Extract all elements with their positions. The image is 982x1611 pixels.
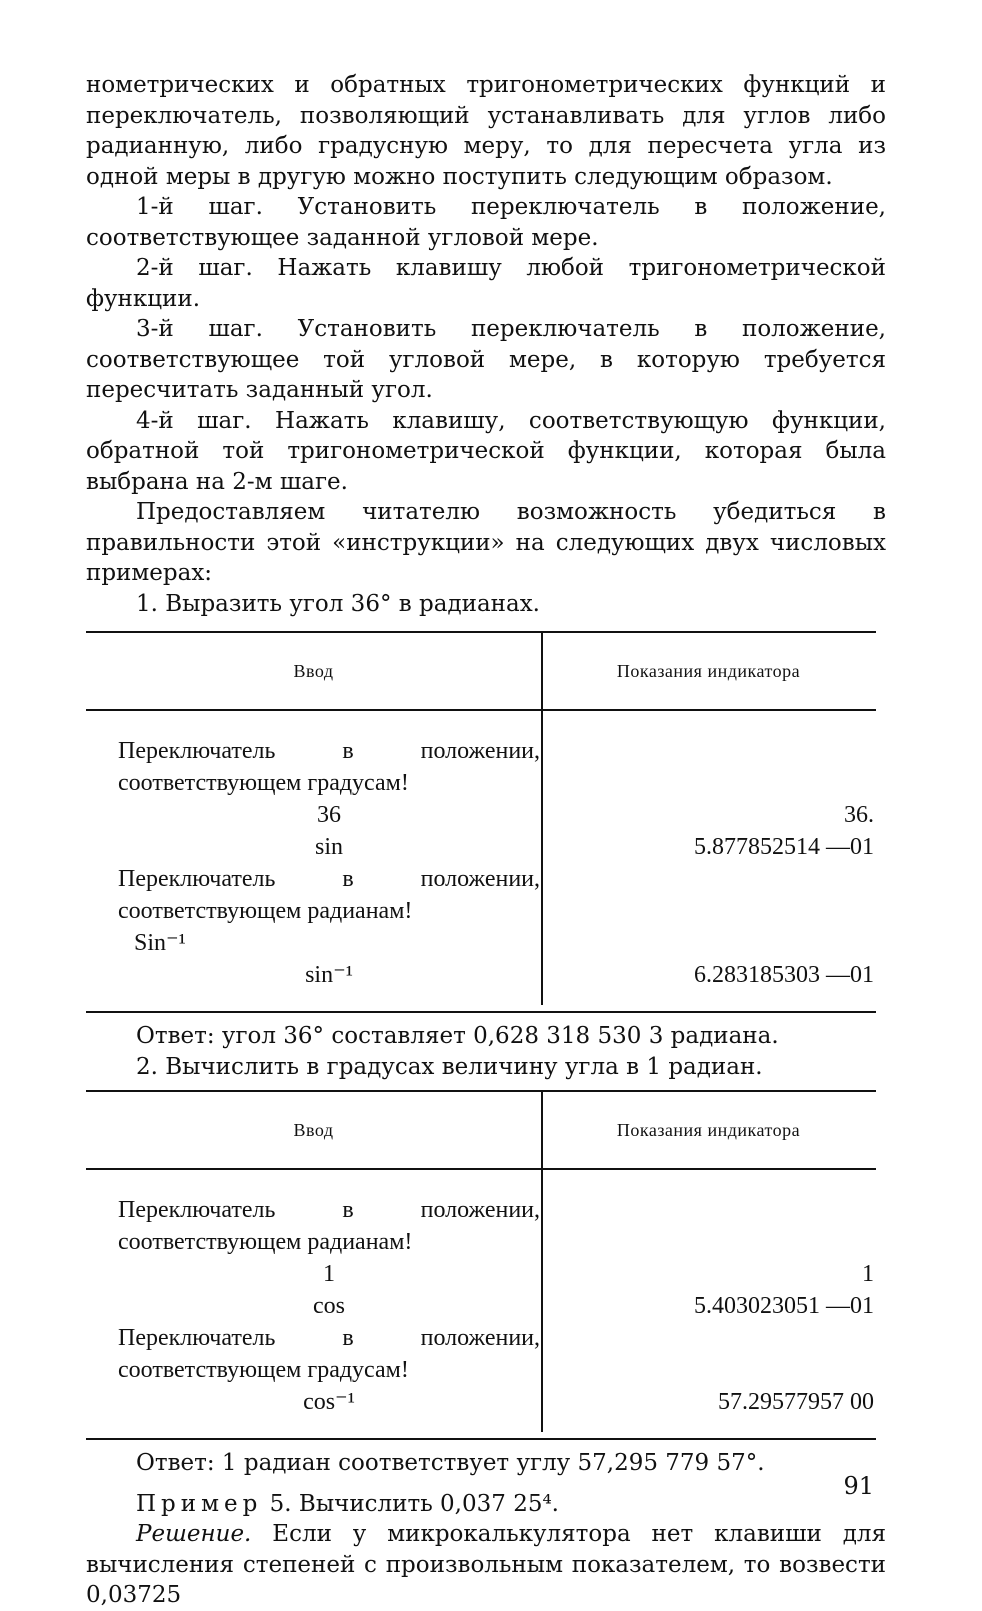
- display-cell: [540, 863, 874, 927]
- display-cell: [540, 735, 874, 799]
- display-cell: 6.283185303 —01: [694, 962, 874, 988]
- input-cell: Переключатель в положении, соответствующем радианам!: [118, 1197, 540, 1255]
- table-row: [86, 1194, 876, 1258]
- table-header: [86, 633, 876, 709]
- header-input: Ввод: [293, 660, 334, 681]
- table-row: [86, 1322, 876, 1386]
- table-header: [86, 1092, 876, 1168]
- solution: [86, 1519, 886, 1611]
- page-body: [86, 70, 886, 1611]
- table-row: [86, 1258, 876, 1290]
- display-cell: [540, 1194, 874, 1258]
- solution-label: Решение.: [136, 1521, 252, 1547]
- table-divider: [541, 1092, 543, 1432]
- example-5: [86, 1489, 886, 1520]
- table-row: [86, 1386, 876, 1418]
- example-label: Пример: [136, 1490, 263, 1517]
- table-2: [86, 1090, 876, 1440]
- input-cell: sin: [314, 834, 343, 860]
- step-4: 4-й шаг. Нажать клавишу, соответствующую функции, обратной той тригонометрической функции, которая была выбрана на 2-м шаге.: [86, 407, 886, 495]
- table-rule: [86, 1438, 876, 1440]
- solution-text: Если у микрокалькулятора нет клавиши для вычисления степеней с произвольным показателем, то возвести 0,03725: [86, 1521, 886, 1608]
- table-row: [86, 831, 876, 863]
- task-1: 1. Выразить угол 36° в радианах.: [136, 590, 540, 617]
- display-cell: 57.29577957 00: [718, 1389, 874, 1415]
- paragraph-intro: нометрических и обратных тригонометрических функций и переключатель, позволяющий устанавливать для углов либо радианную, либо градусную меру, то для пересчета угла из одной меры в другую можно поступить следующим образом.: [86, 72, 886, 190]
- header-input: Ввод: [293, 1119, 334, 1140]
- step-2: 2-й шаг. Нажать клавишу любой тригонометрической функции.: [86, 255, 886, 312]
- input-cell: 36: [317, 802, 341, 828]
- paragraph-examples: Предоставляем читателю возможность убедиться в правильности этой «инструкции» на следующих двух числовых примерах:: [86, 499, 886, 586]
- display-cell: [540, 1322, 874, 1386]
- answer-2: Ответ: 1 радиан соответствует углу 57,295 779 57°.: [136, 1450, 765, 1476]
- input-cell: 1: [323, 1261, 335, 1287]
- table-row: [86, 735, 876, 799]
- display-cell: 1: [862, 1261, 874, 1287]
- task-2: 2. Вычислить в градусах величину угла в 1 радиан.: [136, 1053, 763, 1080]
- input-cell: Переключатель в положении, соответствующем градусам!: [118, 738, 540, 796]
- page-number: 91: [843, 1472, 874, 1500]
- input-cell: cos⁻¹: [303, 1389, 355, 1415]
- input-cell: Переключатель в положении, соответствующем радианам!: [118, 866, 540, 924]
- header-display: Показания индикатора: [616, 1119, 801, 1140]
- input-cell: Переключатель в положении, соответствующем градусам!: [118, 1325, 540, 1383]
- input-cell: sin⁻¹: [305, 962, 353, 988]
- header-display: Показания индикатора: [616, 660, 801, 681]
- step-3: 3-й шаг. Установить переключатель в положение, соответствующее той угловой мере, в которую требуется пересчитать заданный угол.: [86, 316, 886, 403]
- display-cell: [540, 927, 874, 959]
- answer-1: Ответ: угол 36° составляет 0,628 318 530 3 радиана.: [136, 1023, 779, 1049]
- step-1: 1-й шаг. Установить переключатель в положение, соответствующее заданной угловой мере.: [86, 194, 886, 251]
- display-cell: 5.403023051 —01: [694, 1293, 874, 1319]
- table-row: [86, 799, 876, 831]
- input-cell: cos: [313, 1293, 345, 1319]
- display-cell: 5.877852514 —01: [694, 834, 874, 860]
- table-rule: [86, 1011, 876, 1013]
- table-row: [86, 1290, 876, 1322]
- example-text: 5. Вычислить 0,037 25⁴.: [269, 1490, 559, 1517]
- input-cell: Sin⁻¹: [134, 930, 186, 956]
- table-row: [86, 959, 876, 991]
- table-row: [86, 927, 876, 959]
- table-1: [86, 631, 876, 1013]
- table-divider: [541, 633, 543, 1005]
- table-row: [86, 863, 876, 927]
- display-cell: 36.: [844, 802, 874, 828]
